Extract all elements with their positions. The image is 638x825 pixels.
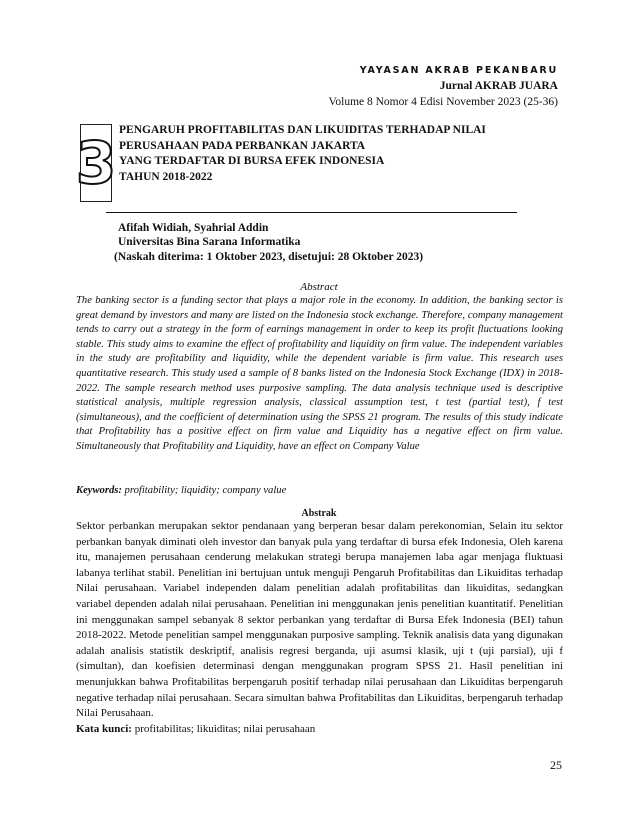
- title-line: PENGARUH PROFITABILITAS DAN LIKUIDITAS TERHADAP NILAI: [119, 124, 486, 136]
- keywords-label: Keywords:: [76, 485, 122, 496]
- kata-kunci-label: Kata kunci:: [76, 723, 132, 735]
- abstrak-heading: Abstrak: [301, 508, 337, 519]
- keywords-values: profitability; liquidity; company value: [121, 485, 287, 496]
- kata-kunci-values: profitabilitas; likuiditas; nilai perusahaan: [131, 723, 316, 735]
- title-divider: [106, 212, 517, 213]
- article-title: [119, 123, 539, 185]
- chapter-number: 3: [75, 129, 117, 197]
- title-line: PERUSAHAAN PADA PERBANKAN JAKARTA: [119, 139, 366, 152]
- page-number: 25: [550, 758, 562, 772]
- chapter-number-box: [75, 124, 117, 202]
- title-line: TAHUN 2018-2022: [119, 170, 213, 183]
- keywords: [76, 484, 563, 499]
- journal-name: Jurnal AKRAB JUARA: [439, 80, 558, 92]
- kata-kunci: [76, 723, 315, 735]
- abstrak-indonesian-text: Sektor perbankan merupakan sektor pendanaan yang berperan besar dalam perekonomian, Selain itu sektor perbankan banyak diminati oleh investor dan banyak pula yang terdaftar di bursa efek Indonesia, Oleh karena itu, manajemen perusahaan cenderung melakukan strategi berupa manajemen laba agar menjaga fluktuasi labanya terlihat stabil. Penelitian ini bertujuan untuk menguji Pengaruh Profitabilitas dan Likuiditas terhadap Nilai perusahaan. Variabel independen dalam penelitian adalah profitabilitas dan likuiditas, sedangkan variabel dependen adalah nilai perusahaan. Penelitian ini menggunakan jenis penelitian kuantitatif. Penelitian ini menggunakan sampel sebanyak 8 sektor perbankan yang terdaftar di Bursa Efek Indonesia (BEI) tahun 2018-2022. Metode penelitian sampel menggunakan purposive sampling. Teknik analisis data yang digunakan adalah analisis statistik deskriptif, analisis regresi berganda, uji asumsi klasik, uji t (uji parsial), uji f (simultan), dan koefisien determinasi dengan menggunakan program SPSS 21. Hasil penelitian ini menunjukkan bahwa Profitabilitas berpengaruh positif terhadap nilai perusahaan dan Likuiditas berpengaruh negative terhadap nilai perusahaan. Secara simultan bahwa Profitabilitas dan Likuiditas, berpengaruh terhadap Nilai Perusahaan.: [76, 520, 563, 720]
- authors: Afifah Widiah, Syahrial Addin: [118, 222, 269, 234]
- abstract-english-text: The banking sector is a funding sector that plays a major role in the economy. In addition, the banking sector is great demand by investors and many are listed on the Indonesia stock exchange. Therefore, company management tends to carry out a strategy in the form of earnings management in order to keep its profit fluctuations looking stable. This study aims to examine the effect of profitability and liquidity on firm value. The independent variables in the study are profitability and liquidity, while the dependent variable is firm value. This research uses quantitative research. This study used a sample of 8 banks listed on the Indonesia Stock Exchange (IDX) in 2018-2022. The sample research method uses purposive sampling. The data analysis technique used is descriptive statistical analysis, multiple regression analysis, classical assumption test, t test (partial test), f test (simultaneous), and the coefficient of determination using the SPSS 21 program. The results of this study indicate that Profitability has a positive effect on firm value and Liquidity has a negative effect on firm value. Simultaneously that Profitability and Liquidity, have an effect on Company Value: [76, 295, 563, 452]
- title-line: YANG TERDAFTAR DI BURSA EFEK INDONESIA: [119, 155, 385, 167]
- affiliation: Universitas Bina Sarana Informatika: [118, 236, 301, 248]
- foundation-name: YAYASAN AKRAB PEKANBARU: [359, 65, 558, 76]
- abstract-heading: Abstract: [300, 281, 338, 293]
- received-dates: (Naskah diterima: 1 Oktober 2023, disetujui: 28 Oktober 2023): [114, 251, 424, 263]
- volume-info: Volume 8 Nomor 4 Edisi November 2023 (25-36): [328, 96, 558, 108]
